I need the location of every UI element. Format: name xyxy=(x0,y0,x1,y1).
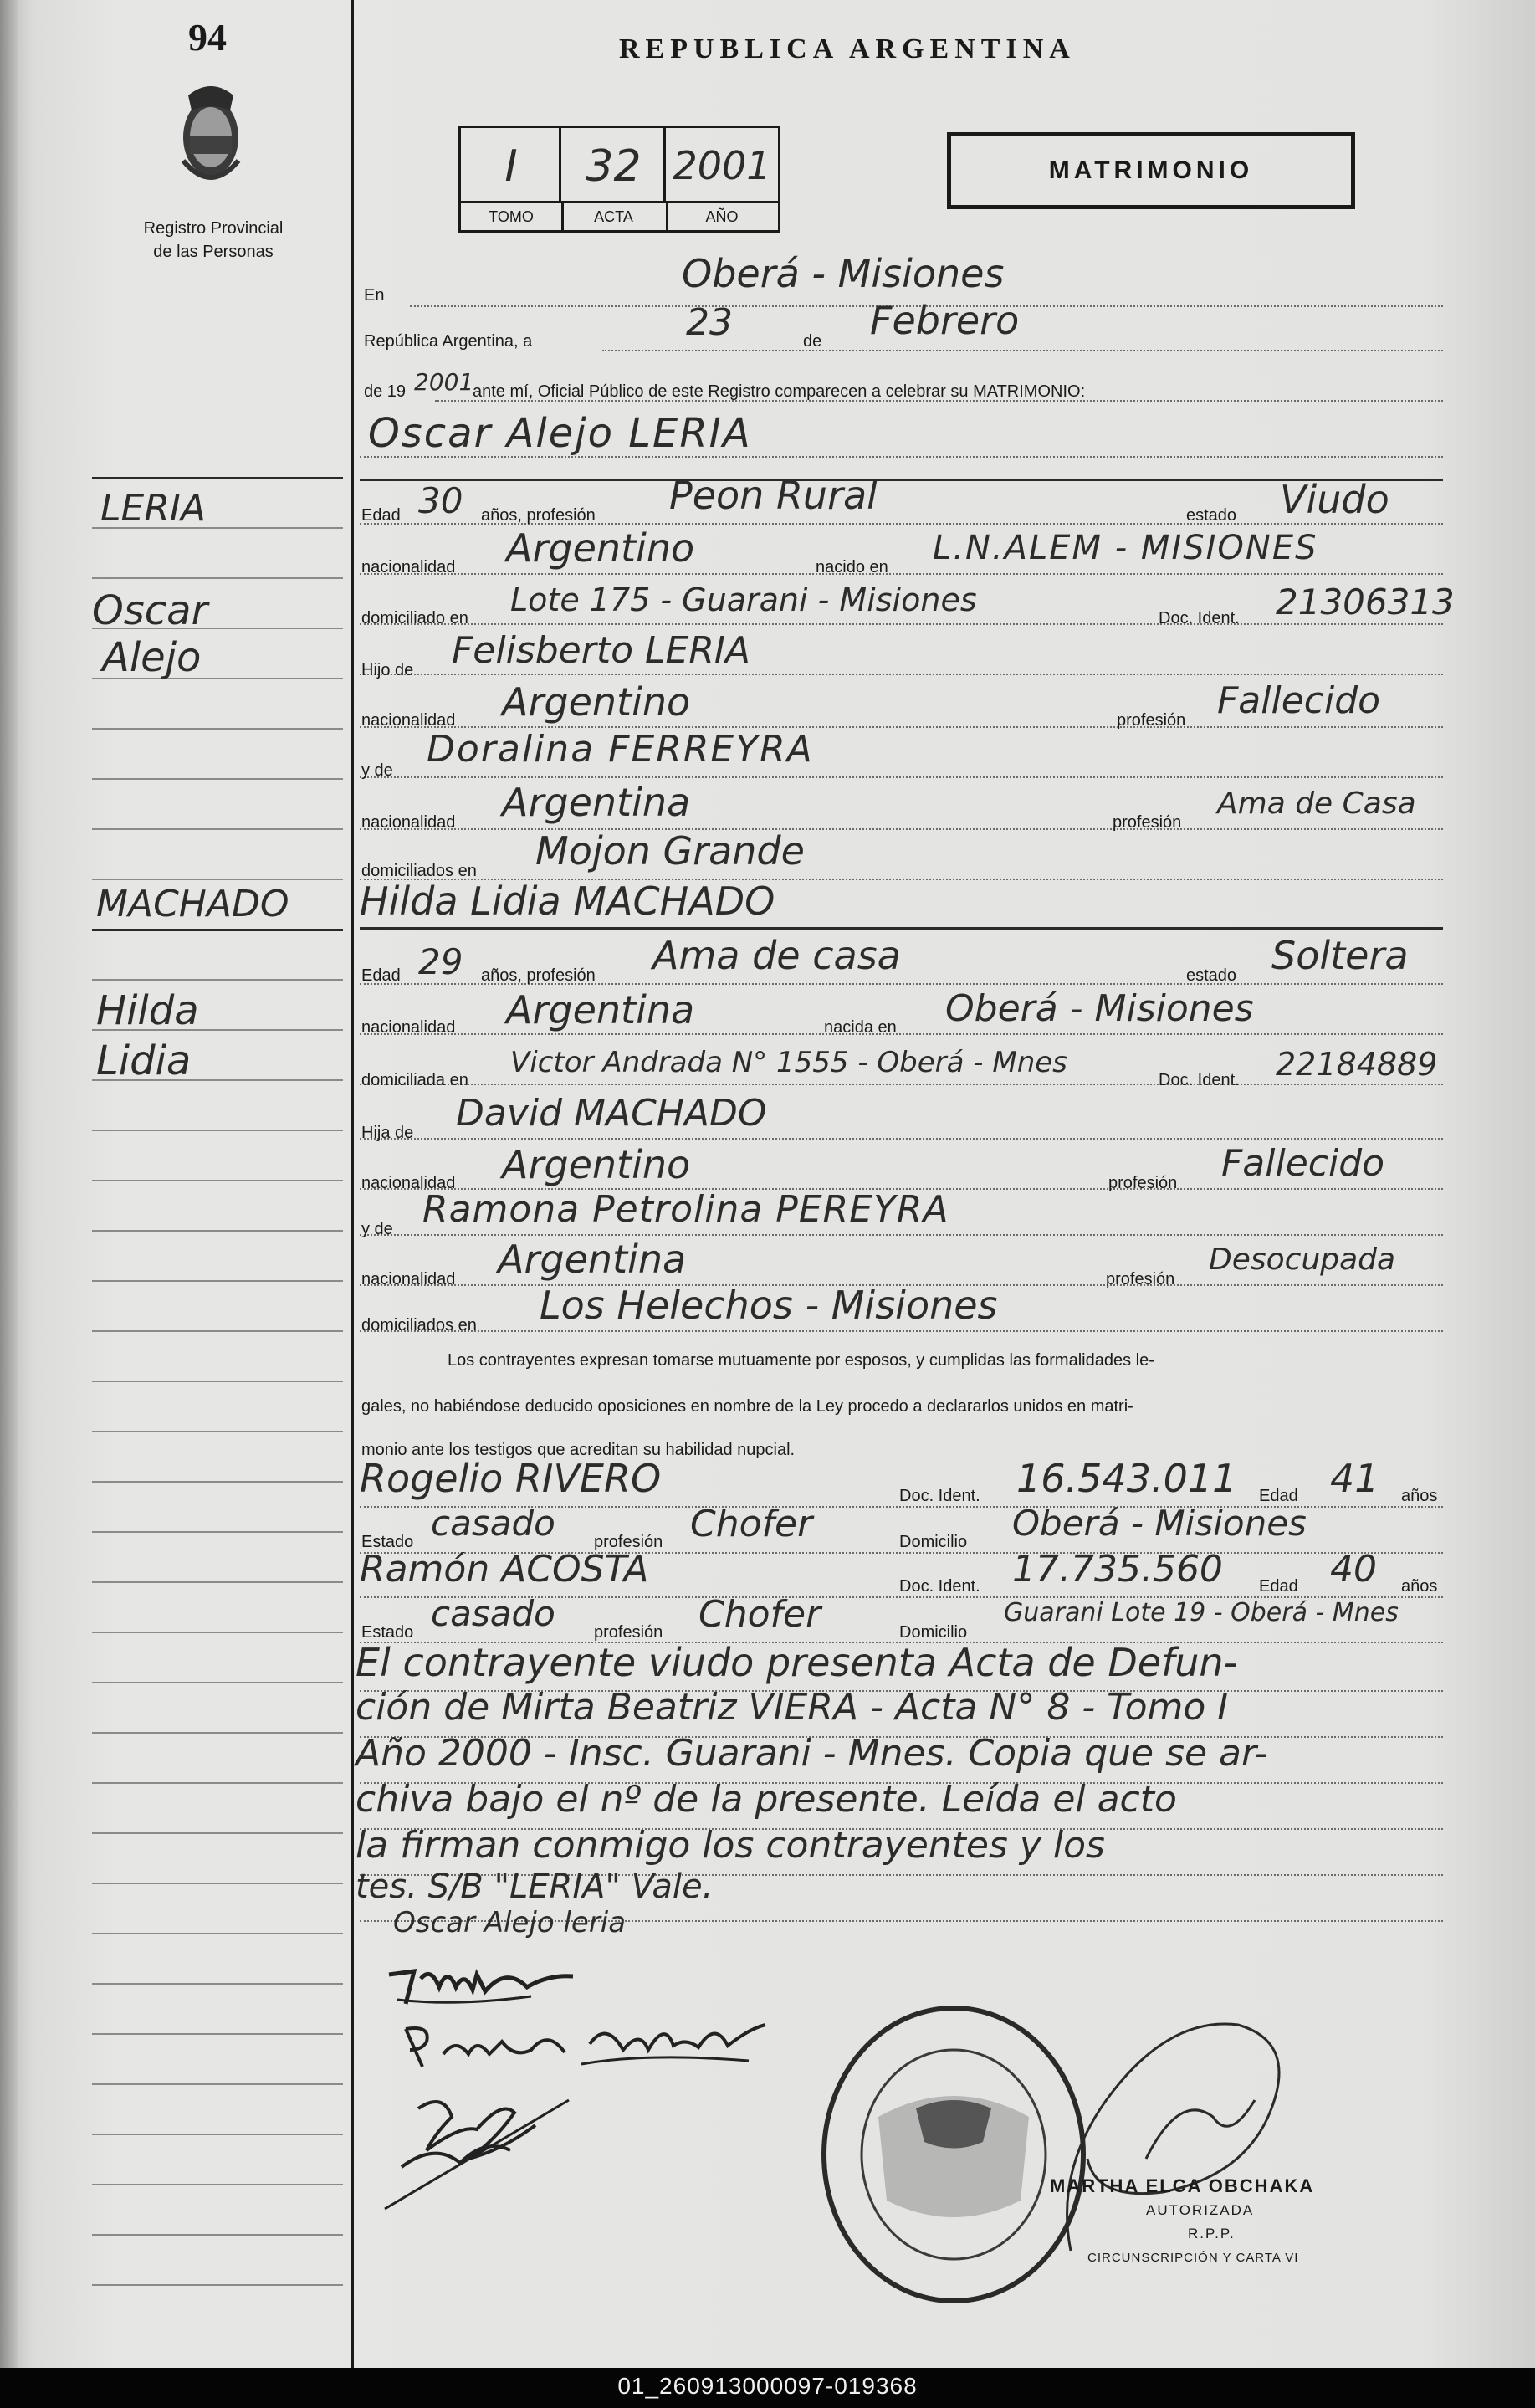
bride-y-de-label: y de xyxy=(361,1220,393,1238)
place-value: Oberá - Misiones xyxy=(682,251,1005,296)
margin-groom-given2: Alejo xyxy=(102,634,202,681)
witness1-name: Rogelio RIVERO xyxy=(360,1456,662,1501)
groom-mother-nationality: Argentina xyxy=(502,780,691,825)
coat-of-arms-icon xyxy=(171,77,251,194)
groom-hijo-label: Hijo de xyxy=(361,661,414,679)
year-value: 2001 xyxy=(414,368,474,396)
note-line2: ción de Mirta Beatriz VIERA - Acta N° 8 - Tomo I xyxy=(356,1686,1229,1729)
bride-father: David MACHADO xyxy=(456,1092,767,1135)
acta-value: 32 xyxy=(586,141,642,192)
groom-domiciliado-label: domiciliado en xyxy=(361,609,468,628)
margin-groom-given1: Oscar xyxy=(92,587,208,634)
declaration-line2: gales, no habiéndose deducido oposiciones en nombre de la Ley procedo a declararlos unidos en matri- xyxy=(361,1397,1133,1416)
groom-signature: Oscar Alejo leria xyxy=(393,1906,627,1939)
month-value: Febrero xyxy=(870,298,1020,343)
note-line5: la firman conmigo los contrayentes y los xyxy=(356,1824,1105,1867)
groom-father: Felisberto LERIA xyxy=(452,629,750,672)
document-type-box: MATRIMONIO xyxy=(947,132,1355,209)
groom-father-prof-label: profesión xyxy=(1117,711,1186,730)
witness1-doc-label: Doc. Ident. xyxy=(899,1487,980,1505)
day-value: 23 xyxy=(686,301,733,344)
bride-edad-label: Edad xyxy=(361,966,401,985)
country-title: REPUBLICA ARGENTINA xyxy=(619,33,1076,64)
official-line3: R.P.P. xyxy=(1188,2226,1236,2241)
groom-nationality: Argentino xyxy=(506,525,695,571)
witness1-doc: 16.543.011 xyxy=(1016,1456,1237,1501)
registry-name-line2: de las Personas xyxy=(153,243,274,261)
groom-doc-label: Doc. Ident. xyxy=(1159,609,1240,628)
witness1-domicile: Oberá - Misiones xyxy=(1012,1503,1307,1544)
witness1-edad-label: Edad xyxy=(1259,1487,1298,1505)
groom-father-profession: Fallecido xyxy=(1217,679,1381,722)
bride-domiciliados-label: domiciliados en xyxy=(361,1316,477,1335)
ano-label: AÑO xyxy=(705,208,739,225)
witness2-age: 40 xyxy=(1330,1548,1377,1591)
bride-profession: Ama de casa xyxy=(652,933,901,978)
witness1-status: casado xyxy=(431,1503,555,1544)
bride-father-nationality: Argentino xyxy=(502,1142,691,1187)
republica-label: República Argentina, a xyxy=(364,332,533,351)
witness1-profession: Chofer xyxy=(690,1503,813,1545)
groom-nacido-label: nacido en xyxy=(816,558,888,576)
image-code: 01_260913000097-019368 xyxy=(617,2373,918,2399)
groom-parents-domicile: Mojon Grande xyxy=(535,828,805,874)
note-line4: chiva bajo el nº de la presente. Leída el acto xyxy=(356,1778,1177,1821)
binding-edge xyxy=(0,0,18,2368)
bride-mother-profession: Desocupada xyxy=(1209,1242,1396,1277)
column-divider xyxy=(351,0,354,2368)
bride-nacionalidad-label: nacionalidad xyxy=(361,1018,456,1037)
de-label: de xyxy=(803,332,822,351)
bride-doc: 22184889 xyxy=(1276,1046,1438,1083)
official-line2: AUTORIZADA xyxy=(1146,2202,1255,2218)
ano-value: 2001 xyxy=(673,143,771,188)
declaration-line1: Los contrayentes expresan tomarse mutuamente por esposos, y cumplidas las formalidades le- xyxy=(448,1351,1154,1370)
note-line3: Año 2000 - Insc. Guarani - Mnes. Copia que se ar- xyxy=(356,1732,1268,1775)
witness2-edad-label: Edad xyxy=(1259,1577,1298,1596)
bride-nationality: Argentina xyxy=(506,987,695,1032)
witness1-anos-label: años xyxy=(1401,1487,1438,1505)
en-label: En xyxy=(364,286,385,305)
margin-bride-given2: Lidia xyxy=(96,1037,192,1084)
bride-mother-nationality: Argentina xyxy=(498,1237,687,1282)
bride-birthplace: Oberá - Misiones xyxy=(945,987,1254,1030)
witness2-doc: 17.735.560 xyxy=(1012,1548,1223,1591)
year-prefix: de 19 xyxy=(364,382,407,401)
bride-mother-nac-label: nacionalidad xyxy=(361,1270,456,1289)
witness1-estado-label: Estado xyxy=(361,1533,414,1551)
groom-domicile: Lote 175 - Guarani - Misiones xyxy=(510,582,977,618)
registry-name-line1: Registro Provincial xyxy=(143,219,284,238)
bride-estado-label: estado xyxy=(1186,966,1237,985)
note-line1: El contrayente viudo presenta Acta de Defun- xyxy=(356,1640,1238,1685)
witness2-estado-label: Estado xyxy=(361,1623,414,1642)
witness2-anos-label: años xyxy=(1401,1577,1438,1596)
note-line6: tes. S/B "LERIA" Vale. xyxy=(356,1867,714,1906)
groom-mother: Doralina FERREYRA xyxy=(427,728,814,771)
groom-nacionalidad-label: nacionalidad xyxy=(361,558,456,576)
margin-bride-surname: MACHADO xyxy=(96,883,289,925)
witness2-signature xyxy=(368,2067,586,2217)
margin-groom-surname: LERIA xyxy=(100,487,206,530)
declaration-line3: monio ante los testigos que acreditan su habilidad nupcial. xyxy=(361,1441,796,1459)
groom-age: 30 xyxy=(418,480,463,521)
witness2-name: Ramón ACOSTA xyxy=(360,1548,649,1591)
groom-mother-profession: Ama de Casa xyxy=(1217,786,1416,821)
witness1-domicilio-label: Domicilio xyxy=(899,1533,968,1551)
groom-father-nac-label: nacionalidad xyxy=(361,711,456,730)
tomo-acta-ano-box xyxy=(458,126,780,233)
witness2-profesion-label: profesión xyxy=(594,1623,663,1642)
bride-age: 29 xyxy=(418,941,463,982)
groom-doc: 21306313 xyxy=(1276,582,1455,622)
official-name: MARTHA ELCA OBCHAKA xyxy=(1050,2175,1315,2196)
groom-estado-label: estado xyxy=(1186,506,1237,525)
witness2-doc-label: Doc. Ident. xyxy=(899,1577,980,1596)
bride-mother-prof-label: profesión xyxy=(1106,1270,1175,1289)
bride-hija-label: Hija de xyxy=(361,1124,414,1142)
bride-nacida-label: nacida en xyxy=(824,1018,897,1037)
groom-mother-nac-label: nacionalidad xyxy=(361,813,456,832)
bride-domicile: Victor Andrada N° 1555 - Oberá - Mnes xyxy=(510,1046,1067,1079)
tomo-label: TOMO xyxy=(489,208,534,225)
groom-father-nationality: Argentino xyxy=(502,679,691,725)
official-line4: CIRCUNSCRIPCIÓN Y CARTA VI xyxy=(1087,2251,1299,2265)
witness2-profession: Chofer xyxy=(698,1593,821,1636)
witness2-domicilio-label: Domicilio xyxy=(899,1623,968,1642)
bride-mother: Ramona Petrolina PEREYRA xyxy=(422,1188,949,1231)
groom-edad-label: Edad xyxy=(361,506,401,525)
tomo-value: I xyxy=(504,141,518,192)
acta-label: ACTA xyxy=(594,208,633,225)
groom-profession: Peon Rural xyxy=(669,473,878,518)
bride-doc-label: Doc. Ident. xyxy=(1159,1071,1240,1089)
groom-status: Viudo xyxy=(1280,477,1389,522)
groom-mother-prof-label: profesión xyxy=(1113,813,1182,832)
bride-full-name: Hilda Lidia MACHADO xyxy=(360,879,775,924)
groom-birthplace: L.N.ALEM - MISIONES xyxy=(933,529,1318,567)
witness1-age: 41 xyxy=(1330,1456,1379,1501)
margin-bride-given1: Hilda xyxy=(96,987,199,1034)
groom-domiciliados-label: domiciliados en xyxy=(361,862,477,880)
bride-father-nac-label: nacionalidad xyxy=(361,1174,456,1192)
witness2-domicile: Guarani Lote 19 - Oberá - Mnes xyxy=(1004,1598,1399,1627)
official-signature xyxy=(1021,1991,1338,2267)
bride-father-profession: Fallecido xyxy=(1221,1142,1385,1185)
bride-domiciliada-label: domiciliada en xyxy=(361,1071,468,1089)
witness2-status: casado xyxy=(431,1593,555,1634)
opening-formula: ante mí, Oficial Público de este Registro comparecen a celebrar su MATRIMONIO: xyxy=(473,382,1086,401)
bride-father-prof-label: profesión xyxy=(1108,1174,1178,1192)
bride-anos-profesion-label: años, profesión xyxy=(481,966,596,985)
bride-parents-domicile: Los Helechos - Misiones xyxy=(540,1283,998,1328)
witness1-profesion-label: profesión xyxy=(594,1533,663,1551)
groom-anos-profesion-label: años, profesión xyxy=(481,506,596,525)
groom-y-de-label: y de xyxy=(361,761,393,780)
groom-full-name: Oscar Alejo LERIA xyxy=(368,410,752,457)
page-number: 94 xyxy=(188,16,227,59)
bride-status: Soltera xyxy=(1271,933,1409,978)
